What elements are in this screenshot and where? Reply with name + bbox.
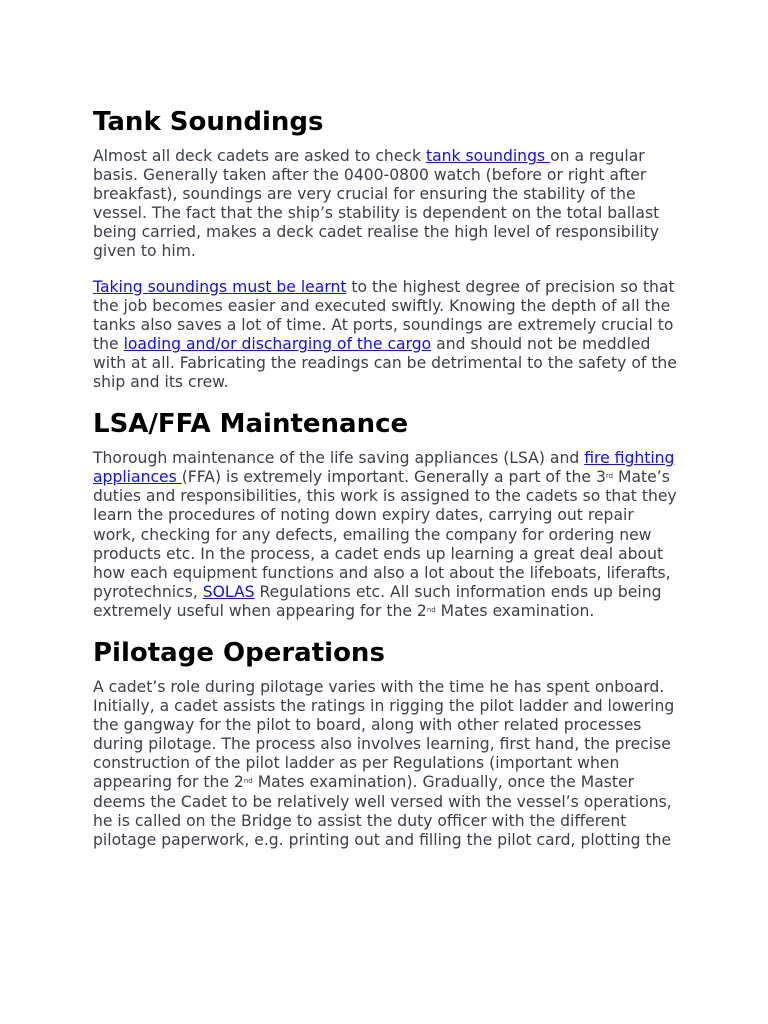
ordinal-suffix: rd: [605, 472, 614, 481]
ordinal-suffix: nd: [243, 777, 253, 786]
document-page: [93, 106, 678, 866]
section-lsa-ffa-maintenance: [93, 408, 678, 621]
paragraph-text: Mate’s duties and responsibilities, this work is assigned to the cadets so that they learn the procedures of noting down expiry dates, carrying out repair work, checking for any defects, emailing the company for ordering new products etc. In the process, a cadet ends up learning a great deal about how each equipment functions and also a lot about the lifeboats, liferafts, pyrotechnics,: [93, 468, 677, 601]
tank-soundings-link[interactable]: tank soundings: [425, 147, 551, 165]
paragraph: [93, 278, 678, 393]
section-heading: Pilotage Operations: [93, 637, 385, 668]
paragraph: [93, 449, 678, 621]
fire-fighting-appliances-link[interactable]: fire fighting appliances: [93, 449, 675, 487]
paragraph-text: Mates examination). Gradually, once the Master deems the Cadet to be relatively well versed with the vessel’s operations, he is called on the Bridge to assist the duty officer with the different pilotage paperwork, e.g. printing out and filling the pilot card, plotting the: [93, 773, 672, 849]
solas-link[interactable]: SOLAS: [202, 582, 255, 601]
paragraph-text: Thorough maintenance of the life saving appliances (LSA) and: [93, 449, 585, 468]
paragraph-text: A cadet’s role during pilotage varies with the time he has spent onboard. Initially, a cadet assists the ratings in rigging the pilot ladder and lowering the gangway for the pilot to board, along with other related processes during pilotage. The process also involves learning, first hand, the precise construction of the pilot ladder as per Regulations (important when appearing for the 2: [93, 677, 675, 792]
paragraph-text: on a regular basis. Generally taken after the 0400-0800 watch (before or right after breakfast), soundings are very crucial for ensuring the stability of the vessel. The fact that the ship’s stability is dependent on the total ballast being carried, makes a deck cadet realise the high level of responsibility given to him.: [93, 147, 660, 261]
section-pilotage-operations: [93, 637, 678, 850]
paragraph: [93, 678, 678, 850]
section-tank-soundings: [93, 106, 678, 392]
paragraph-text: Mates examination.: [435, 601, 595, 620]
section-heading: Tank Soundings: [93, 107, 324, 137]
paragraph: [93, 147, 678, 262]
paragraph-text: Regulations etc. All such information ends up being extremely useful when appearing for the 2: [93, 582, 662, 620]
paragraph-text: (FFA) is extremely important. Generally a part of the 3: [181, 468, 606, 487]
ordinal-suffix: nd: [426, 605, 436, 614]
taking-soundings-link[interactable]: Taking soundings must be learnt: [93, 277, 347, 296]
loading-discharging-cargo-link[interactable]: loading and/or discharging of the cargo: [123, 334, 432, 353]
section-heading: LSA/FFA Maintenance: [93, 409, 409, 440]
paragraph-text: Almost all deck cadets are asked to check: [93, 147, 426, 165]
paragraph-text: and should not be meddled with at all. Fabricating the readings can be detrimental to the safety of the ship and its crew.: [93, 334, 677, 392]
paragraph-text: to the highest degree of precision so that the job becomes easier and executed swiftly. Knowing the depth of all the tanks also saves a lot of time. At ports, soundings are extremely crucial to the: [93, 277, 675, 353]
